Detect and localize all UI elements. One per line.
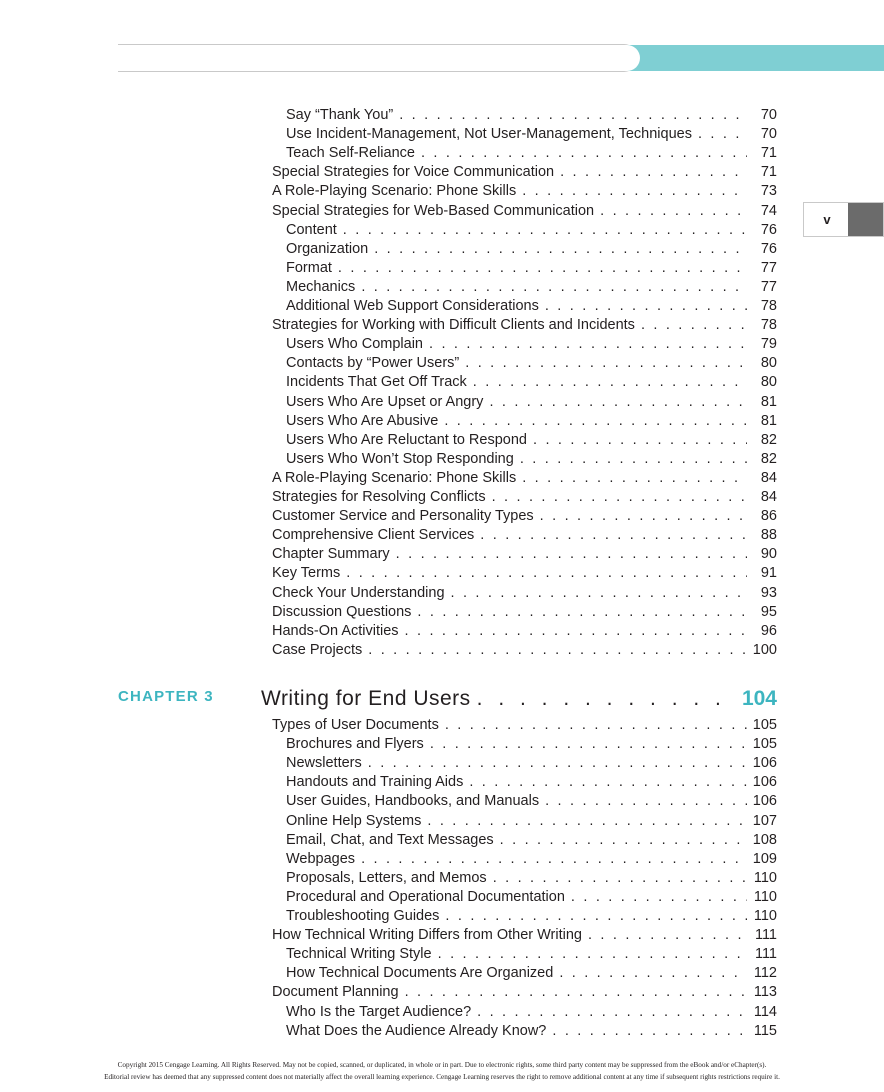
- leader-dots: [492, 488, 747, 507]
- leader-dots: [641, 316, 747, 335]
- toc-entry[interactable]: [272, 641, 777, 660]
- toc-entry[interactable]: [286, 297, 777, 316]
- toc-entry-page: 82: [760, 450, 777, 467]
- leader-dots: [429, 335, 747, 354]
- toc-entry-page: 71: [760, 145, 777, 162]
- toc-entry-page: 105: [752, 736, 777, 753]
- toc-entry-page: 82: [760, 431, 777, 448]
- toc-entry-title: Check Your Understanding: [272, 584, 445, 601]
- toc-entry-title: A Role-Playing Scenario: Phone Skills: [272, 183, 517, 200]
- leader-dots: [368, 754, 747, 773]
- toc-entry-page: 110: [753, 908, 777, 924]
- toc-entry[interactable]: [272, 182, 777, 201]
- leader-dots: [533, 431, 747, 450]
- toc-entry-title: Format: [286, 259, 332, 276]
- toc-entry-title: A Role-Playing Scenario: Phone Skills: [272, 469, 517, 486]
- page-number-tab: [803, 202, 884, 237]
- leader-dots: [396, 545, 747, 564]
- toc-entry-title: Teach Self-Reliance: [286, 145, 415, 162]
- leader-dots: [430, 735, 747, 754]
- leader-dots: [540, 507, 747, 526]
- toc-entry-title: Users Who Are Reluctant to Respond: [286, 431, 527, 448]
- footer-line-2: Editorial review has deemed that any suppressed content does not materially affect the overall learning experience. Cengage Learning reserves the right to remove additional content at any time if subsequent rights restrictions require it.: [104, 1072, 780, 1081]
- toc-entry-title: Content: [286, 221, 337, 238]
- toc-entry-page: 112: [753, 965, 777, 982]
- toc-entry[interactable]: [272, 716, 777, 735]
- toc-entry-page: 80: [760, 355, 777, 372]
- toc-entry-page: 105: [752, 717, 777, 733]
- toc-entry[interactable]: [286, 792, 777, 811]
- leader-dots: [559, 964, 747, 983]
- leader-dots: [405, 622, 747, 641]
- page-tab-fill: [848, 203, 883, 236]
- toc-entry[interactable]: [272, 507, 777, 526]
- footer-line-1: Copyright 2015 Cengage Learning. All Rights Reserved. May not be copied, scanned, or duplicated, in whole or in part. Due to electronic rights, some third party content may be suppressed from the eBook and/or eChapter(s).: [117, 1061, 767, 1069]
- toc-entry-title: Proposals, Letters, and Memos: [286, 869, 487, 886]
- toc-entry-page: 88: [760, 527, 777, 544]
- toc-entry-page: 95: [760, 603, 777, 620]
- toc-entry-page: 96: [760, 622, 777, 639]
- leader-dots: [698, 125, 747, 144]
- toc-entry-page: 90: [760, 546, 777, 563]
- toc-entry-title: User Guides, Handbooks, and Manuals: [286, 793, 540, 810]
- leader-dots: [445, 907, 747, 926]
- toc-entry[interactable]: [272, 983, 777, 1002]
- leader-dots: [545, 297, 747, 316]
- leader-dots: [417, 603, 747, 622]
- chapter-page: 104: [741, 687, 777, 710]
- toc-entry-title: Procedural and Operational Documentation: [286, 888, 565, 905]
- toc-entry-title: Key Terms: [272, 565, 341, 582]
- toc-entry-page: 86: [760, 508, 777, 525]
- toc-entry-page: 74: [760, 202, 777, 219]
- toc-entry-page: 77: [760, 259, 777, 276]
- toc-entry-page: 91: [760, 565, 777, 582]
- toc-entry[interactable]: [286, 450, 777, 469]
- toc-entry-page: 115: [753, 1022, 777, 1039]
- toc-entry[interactable]: [272, 603, 777, 622]
- toc-entry[interactable]: [272, 202, 777, 221]
- toc-entry-page: 100: [752, 641, 777, 658]
- toc-entry-page: 84: [760, 489, 777, 505]
- toc-entry[interactable]: [286, 907, 777, 926]
- toc-entry[interactable]: [272, 488, 777, 507]
- toc-entry-title: Online Help Systems: [286, 812, 422, 829]
- chapter-heading[interactable]: [261, 683, 777, 711]
- leader-dots: [338, 259, 747, 278]
- leader-dots: [399, 106, 747, 125]
- toc-entry-title: Organization: [286, 240, 369, 257]
- toc-entry-page: 70: [760, 107, 777, 123]
- toc-entry[interactable]: [272, 545, 777, 564]
- toc-entry[interactable]: [286, 964, 777, 983]
- leader-dots: [493, 869, 747, 888]
- toc-entry[interactable]: [286, 412, 777, 431]
- toc-entry[interactable]: [272, 469, 777, 488]
- toc-entry[interactable]: [286, 431, 777, 450]
- leader-dots: [445, 716, 747, 735]
- toc-entry[interactable]: [286, 354, 777, 373]
- leader-dots: [588, 926, 747, 945]
- leader-dots: [361, 278, 747, 297]
- toc-entry-page: 76: [760, 240, 777, 257]
- toc-entry-title: Technical Writing Style: [286, 946, 432, 963]
- toc-entry-page: 77: [760, 278, 777, 295]
- toc-entry-title: Comprehensive Client Services: [272, 527, 475, 544]
- chapter-leader-dots: [477, 687, 736, 711]
- toc-entry-page: 113: [753, 984, 777, 1001]
- toc-entry-title: Additional Web Support Considerations: [286, 298, 539, 314]
- toc-entry[interactable]: [286, 259, 777, 278]
- toc-entry-title: Document Planning: [272, 984, 399, 1001]
- toc-entry-title: Types of User Documents: [272, 717, 439, 733]
- leader-dots: [444, 412, 747, 431]
- copyright-footer: [0, 1060, 884, 1083]
- leader-dots: [473, 373, 747, 392]
- toc-entry-page: 80: [760, 374, 777, 391]
- toc-entry[interactable]: [286, 125, 777, 144]
- toc-entry[interactable]: [286, 1022, 777, 1041]
- toc-entry-title: Chapter Summary: [272, 546, 390, 563]
- leader-dots: [368, 641, 747, 660]
- toc-entry-page: 70: [760, 126, 777, 143]
- toc-entry-page: 93: [760, 584, 777, 601]
- leader-dots: [545, 792, 747, 811]
- toc-entry-title: Use Incident-Management, Not User-Management, Techniques: [286, 126, 692, 143]
- toc-entry[interactable]: [286, 106, 777, 125]
- toc-entry-page: 84: [760, 469, 777, 486]
- toc-entry[interactable]: [286, 335, 777, 354]
- toc-entry[interactable]: [286, 754, 777, 773]
- toc-entry[interactable]: [286, 393, 777, 412]
- toc-entry[interactable]: [286, 221, 777, 240]
- toc-entry-page: 107: [752, 812, 777, 829]
- toc-entry-page: 110: [753, 888, 777, 905]
- toc-entry-page: 106: [752, 755, 777, 772]
- toc-entry[interactable]: [272, 564, 777, 583]
- toc-entry-page: 109: [752, 850, 777, 867]
- leader-dots: [560, 163, 747, 182]
- toc-entry-title: Who Is the Target Audience?: [286, 1003, 472, 1020]
- toc-entry[interactable]: [286, 850, 777, 869]
- toc-entry-page: 71: [760, 164, 777, 181]
- leader-dots: [405, 983, 747, 1002]
- leader-dots: [571, 888, 747, 907]
- leader-dots: [522, 182, 747, 201]
- toc-entry[interactable]: [272, 163, 777, 182]
- toc-entry-page: 81: [760, 393, 777, 410]
- toc-entry[interactable]: [286, 869, 777, 888]
- leader-dots: [451, 584, 747, 603]
- leader-dots: [500, 831, 747, 850]
- toc-entry-title: Handouts and Training Aids: [286, 774, 464, 791]
- toc-entry-page: 79: [760, 336, 777, 353]
- toc-entry[interactable]: [272, 584, 777, 603]
- toc-entry-title: Strategies for Working with Difficult Clients and Incidents: [272, 317, 635, 334]
- toc-entry-title: Users Who Are Upset or Angry: [286, 393, 484, 410]
- toc-entry[interactable]: [272, 926, 777, 945]
- header-accent-band: [620, 45, 884, 71]
- leader-dots: [600, 202, 747, 221]
- toc-entry-page: 81: [760, 412, 777, 429]
- toc-entry-page: 108: [752, 831, 777, 848]
- toc-entry-title: Incidents That Get Off Track: [286, 374, 467, 391]
- leader-dots: [346, 564, 747, 583]
- leader-dots: [421, 144, 747, 163]
- toc-entry-title: Brochures and Flyers: [286, 736, 424, 753]
- leader-dots: [343, 221, 747, 240]
- toc-entry-page: 76: [760, 221, 777, 238]
- toc-entry-title: How Technical Writing Differs from Other Writing: [272, 927, 582, 944]
- leader-dots: [477, 1003, 747, 1022]
- toc-entry-page: 114: [753, 1003, 777, 1020]
- toc-entry-title: Discussion Questions: [272, 603, 412, 620]
- toc-entry-title: Newsletters: [286, 755, 362, 772]
- chapter-label: CHAPTER 3: [118, 688, 214, 705]
- leader-dots: [427, 812, 746, 831]
- leader-dots: [374, 240, 747, 259]
- header-rule: [118, 44, 638, 72]
- toc-entry-title: Contacts by “Power Users”: [286, 355, 460, 372]
- toc-entry-title: Users Who Complain: [286, 336, 423, 353]
- toc-entry-page: 78: [760, 317, 777, 334]
- leader-dots: [520, 450, 747, 469]
- leader-dots: [469, 773, 746, 792]
- toc-entry[interactable]: [286, 812, 777, 831]
- leader-dots: [361, 850, 747, 869]
- toc-entry-title: Case Projects: [272, 641, 363, 658]
- toc-entry-title: Special Strategies for Voice Communication: [272, 164, 555, 181]
- toc-entry[interactable]: [286, 373, 777, 392]
- toc-entry[interactable]: [286, 735, 777, 754]
- toc-entry[interactable]: [286, 945, 777, 964]
- toc-entry-title: Troubleshooting Guides: [286, 908, 440, 924]
- toc-entry-title: Strategies for Resolving Conflicts: [272, 489, 486, 505]
- toc-entry-title: Users Who Are Abusive: [286, 412, 439, 429]
- leader-dots: [489, 393, 747, 412]
- toc-entry-title: What Does the Audience Already Know?: [286, 1022, 547, 1039]
- toc-entry-page: 111: [754, 946, 777, 963]
- toc-entry-title: Users Who Won’t Stop Responding: [286, 450, 514, 467]
- toc-entry-title: Webpages: [286, 850, 356, 867]
- toc-entry[interactable]: [286, 278, 777, 297]
- toc-entry[interactable]: [286, 1003, 777, 1022]
- toc-entry[interactable]: [286, 831, 777, 850]
- leader-dots: [552, 1022, 747, 1041]
- toc-entry[interactable]: [286, 144, 777, 163]
- toc-entry-page: 78: [760, 298, 777, 314]
- toc-entry-title: Email, Chat, and Text Messages: [286, 831, 494, 848]
- toc-entry[interactable]: [286, 773, 777, 792]
- toc-entry-page: 73: [760, 183, 777, 200]
- toc-entry[interactable]: [272, 526, 777, 545]
- chapter-title: Writing for End Users: [261, 687, 471, 710]
- toc-entry-title: How Technical Documents Are Organized: [286, 965, 554, 982]
- page-number: v: [823, 212, 831, 227]
- toc-entry[interactable]: [272, 622, 777, 641]
- toc-entry-page: 106: [752, 793, 777, 810]
- toc-entry-page: 106: [752, 774, 777, 791]
- leader-dots: [522, 469, 747, 488]
- toc-entry-page: 110: [753, 869, 777, 886]
- toc-entry-title: Mechanics: [286, 278, 356, 295]
- toc-entry-title: Hands-On Activities: [272, 622, 399, 639]
- toc-entry[interactable]: [272, 316, 777, 335]
- toc-entry[interactable]: [286, 888, 777, 907]
- header-band-cap: [612, 45, 640, 71]
- toc-entry[interactable]: [286, 240, 777, 259]
- leader-dots: [465, 354, 747, 373]
- leader-dots: [480, 526, 747, 545]
- toc-entry-title: Special Strategies for Web-Based Communication: [272, 202, 595, 219]
- leader-dots: [438, 945, 747, 964]
- toc-entry-page: 111: [754, 927, 777, 944]
- toc-entry-title: Say “Thank You”: [286, 107, 394, 123]
- toc-entry-title: Customer Service and Personality Types: [272, 508, 534, 525]
